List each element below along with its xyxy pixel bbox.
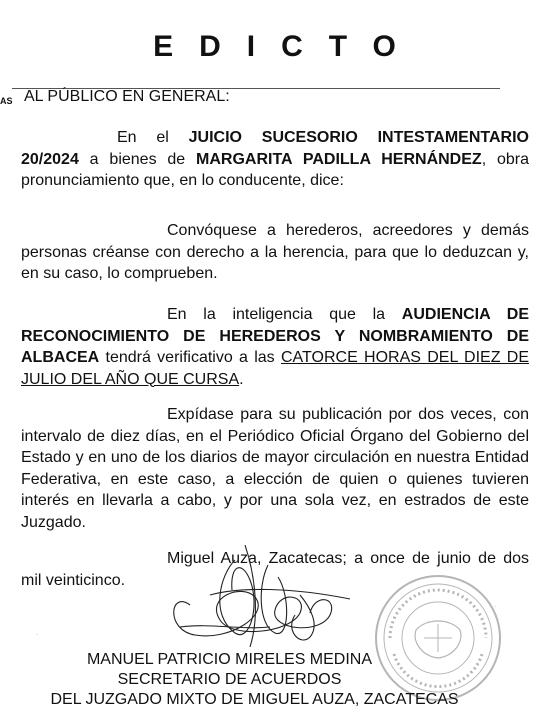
scan-speck: · bbox=[36, 632, 38, 638]
scan-speck: · bbox=[494, 604, 496, 610]
handwritten-signature bbox=[150, 535, 380, 655]
document-title: EDICTO bbox=[153, 30, 422, 63]
paragraph-hearing: En la inteligencia que la AUDIENCIA DE RECONOCIMIENTO DE HEREDEROS Y NOMBRAMIENTO DE ALBACEA tendrá verificativo a las CATORCE HORAS DEL DIEZ DE JULIO DEL AÑO QUE CURSA. bbox=[21, 306, 530, 388]
paragraph-place-date: Miguel Auza, Zacatecas; a once de junio de dos mil veinticinco. bbox=[21, 550, 529, 589]
paragraph-convocation: Convóquese a herederos, acreedores y demás personas créanse con derecho a la herencia, para que lo deduzcan y, en su caso, lo comprueben. bbox=[21, 222, 529, 282]
signature-block bbox=[0, 650, 549, 710]
recipient-line: AL PÚBLICO EN GENERAL: bbox=[24, 88, 230, 105]
paragraph-publication-order: Expídase para su publicación por dos veces, con intervalo de diez días, en el Periódico Oficial Órgano del Gobierno del Estado y en uno de los diarios de mayor circulación en nuestra Entidad Federativa, en este caso, a elección de quien o quienes tuvieren interés en llevarla a cabo, y por una sola vez, en estrados de este Juzgado. bbox=[21, 406, 529, 531]
paragraph-case-reference: En el JUICIO SUCESORIO INTESTAMENTARIO 20/2024 a bienes de MARGARITA PADILLA HERNÁNDEZ, obra pronunciamiento que, en lo conducente, dice: bbox=[21, 129, 529, 189]
signatory-name: MANUEL PATRICIO MIRELES MEDINA bbox=[86, 651, 373, 668]
signatory-court: DEL JUZGADO MIXTO DE MIGUEL AUZA, ZACATECAS bbox=[50, 691, 459, 708]
cut-off-text-fragment: AS bbox=[0, 96, 13, 106]
signatory-position: SECRETARIO DE ACUERDOS bbox=[117, 671, 342, 688]
